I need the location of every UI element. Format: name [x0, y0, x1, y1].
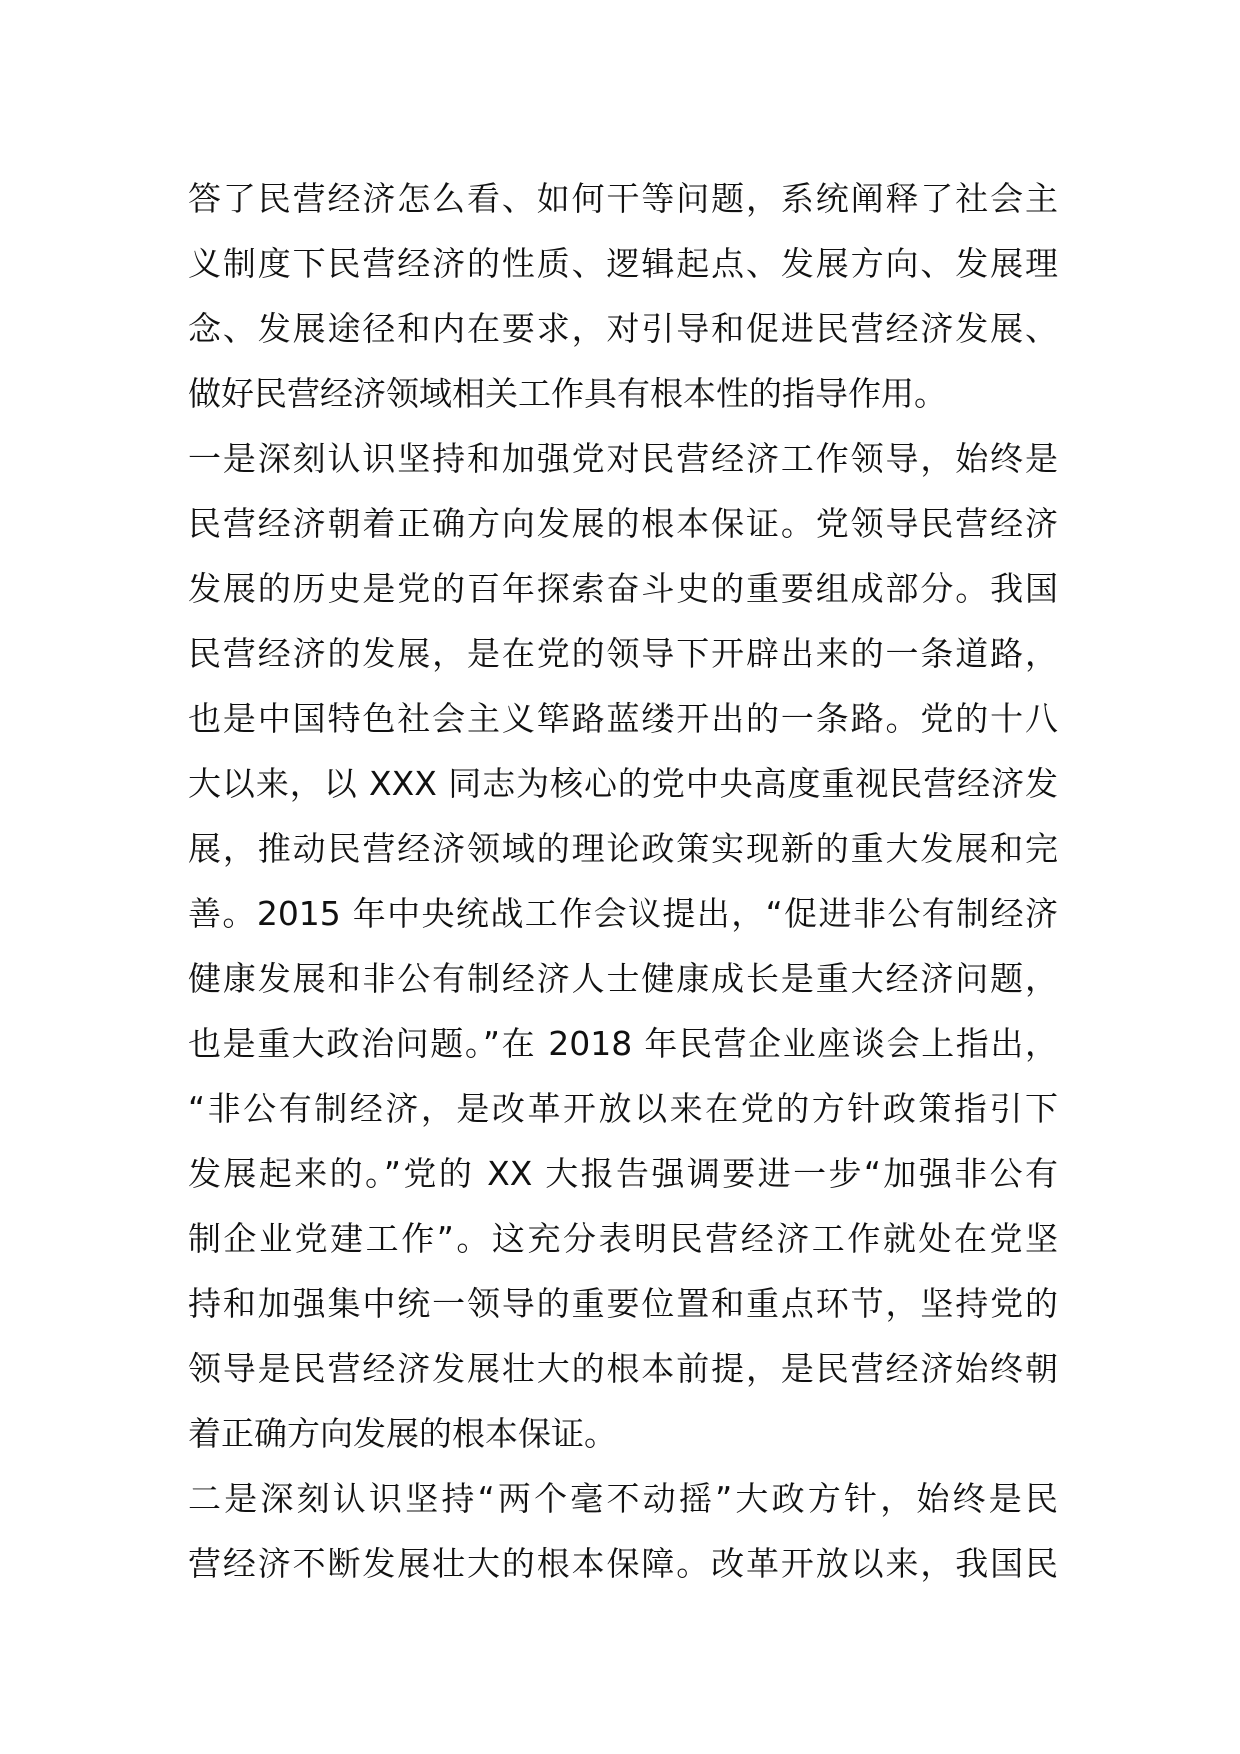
text-line: “非公有制经济，是改革开放以来在党的方针政策指引下: [188, 1089, 1058, 1128]
text-line: 做好民营经济领域相关工作具有根本性的指导作用。: [188, 374, 947, 413]
text-line: 健康发展和非公有制经济人士健康成长是重大经济问题，: [188, 959, 1058, 998]
text-line: 领导是民营经济发展壮大的根本前提，是民营经济始终朝: [188, 1349, 1058, 1388]
text-line: 二是深刻认识坚持“两个毫不动摇”大政方针，始终是民: [188, 1479, 1058, 1518]
text-line: 发展起来的。”党的 XX 大报告强调要进一步“加强非公有: [188, 1154, 1058, 1193]
text-line: 制企业党建工作”。这充分表明民营经济工作就处在党坚: [188, 1219, 1058, 1258]
body-text: [188, 166, 1058, 1596]
text-line: 民营经济的发展，是在党的领导下开辟出来的一条道路，: [188, 634, 1058, 673]
text-line: 民营经济朝着正确方向发展的根本保证。党领导民营经济: [188, 504, 1058, 543]
text-line: 营经济不断发展壮大的根本保障。改革开放以来，我国民: [188, 1544, 1058, 1583]
text-line: 着正确方向发展的根本保证。: [188, 1414, 617, 1453]
text-line: 答了民营经济怎么看、如何干等问题，系统阐释了社会主: [188, 179, 1058, 218]
text-line: 也是重大政治问题。”在 2018 年民营企业座谈会上指出，: [188, 1024, 1058, 1063]
text-line: 大以来，以 XXX 同志为核心的党中央高度重视民营经济发: [188, 764, 1058, 803]
text-line: 展，推动民营经济领域的理论政策实现新的重大发展和完: [188, 829, 1058, 868]
text-line: 持和加强集中统一领导的重要位置和重点环节，坚持党的: [188, 1284, 1058, 1323]
text-line: 念、发展途径和内在要求，对引导和促进民营经济发展、: [188, 309, 1058, 348]
text-line: 也是中国特色社会主义筚路蓝缕开出的一条路。党的十八: [188, 699, 1058, 738]
text-line: 义制度下民营经济的性质、逻辑起点、发展方向、发展理: [188, 244, 1058, 283]
text-line: 善。2015 年中央统战工作会议提出，“促进非公有制经济: [188, 894, 1058, 933]
text-line: 一是深刻认识坚持和加强党对民营经济工作领导，始终是: [188, 439, 1058, 478]
text-line: 发展的历史是党的百年探索奋斗史的重要组成部分。我国: [188, 569, 1058, 608]
